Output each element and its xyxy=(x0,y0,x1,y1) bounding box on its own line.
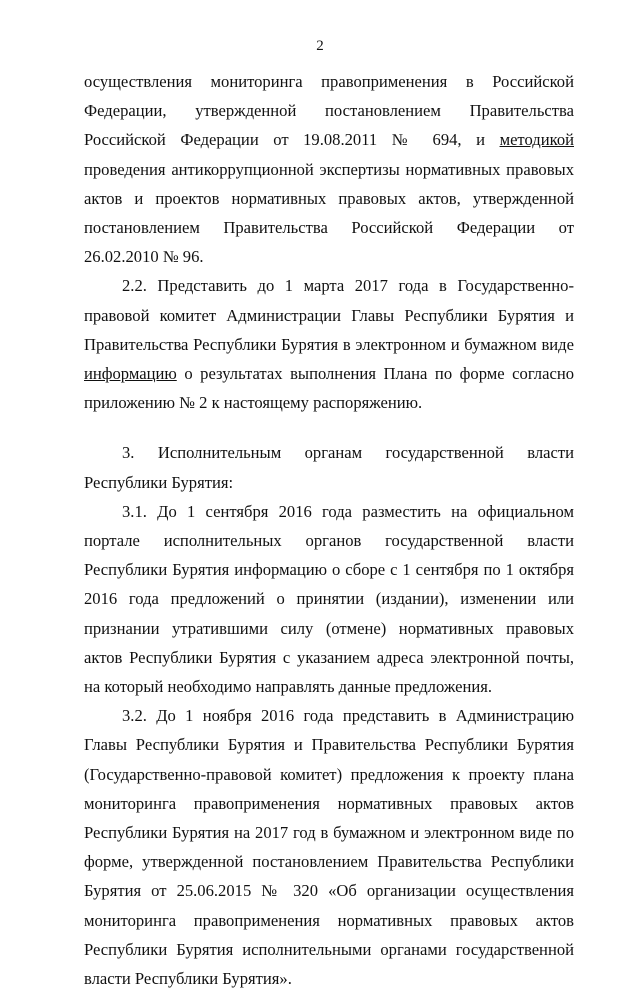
paragraph-3-1: 3.1. До 1 сентября 2016 года разместить на официальном портале исполнительных органов государственной власти Республики Бурятия информацию о сборе с 1 сентября по 1 октября 2016 года предложений о принятии (издании), изменении или признании утратившими силу (отмене) нормативных правовых актов Республики Бурятия с указанием адреса электронной почты, на который необходимо направлять данные предложения. xyxy=(84,501,574,697)
paragraph-text: о результатах выполнения Плана по форме согласно приложению № 2 к настоящему распоряжению. xyxy=(84,364,574,413)
paragraph-text: осуществления мониторинга правоприменения в Российской Федерации, утвержденной постановлением Правительства Российской Федерации от 19.08.2011 № 694, и xyxy=(84,72,574,150)
paragraph-3: 3. Исполнительным органам государственной власти Республики Бурятия: xyxy=(84,443,574,492)
paragraph-2-2 xyxy=(84,271,574,417)
paragraph-3-2: 3.2. До 1 ноября 2016 года представить в Администрацию Главы Республики Бурятия и Правительства Республики Бурятия (Государственно-правовой комитет) предложения к проекту плана мониторинга правоприменения нормативных правовых актов Республики Бурятия на 2017 год в бумажном и электронном виде по форме, утвержденной постановлением Правительства Республики Бурятия от 25.06.2015 № 320 «Об организации осуществления мониторинга правоприменения нормативных правовых актов Республики Бурятия исполнительными органами государственной власти Республики Бурятия». xyxy=(84,706,574,989)
document-body xyxy=(84,67,574,993)
paragraph-text: проведения антикоррупционной экспертизы нормативных правовых актов и проектов нормативных правовых актов, утвержденной постановлением Правительства Российской Федерации от 26.02.2010 № 96. xyxy=(84,159,574,267)
information-link[interactable]: информацию xyxy=(84,364,177,384)
paragraph-monitoring-methodology xyxy=(84,67,574,271)
paragraph-text: 2.2. Представить до 1 марта 2017 года в Государственно-правовой комитет Администрации Главы Республики Бурятия и Правительства Республики Бурятия в электронном и бумажном виде xyxy=(84,276,574,354)
page-number: 2 xyxy=(316,38,324,54)
methodology-link[interactable]: методикой xyxy=(499,130,574,150)
paragraph-spacer xyxy=(84,417,574,438)
